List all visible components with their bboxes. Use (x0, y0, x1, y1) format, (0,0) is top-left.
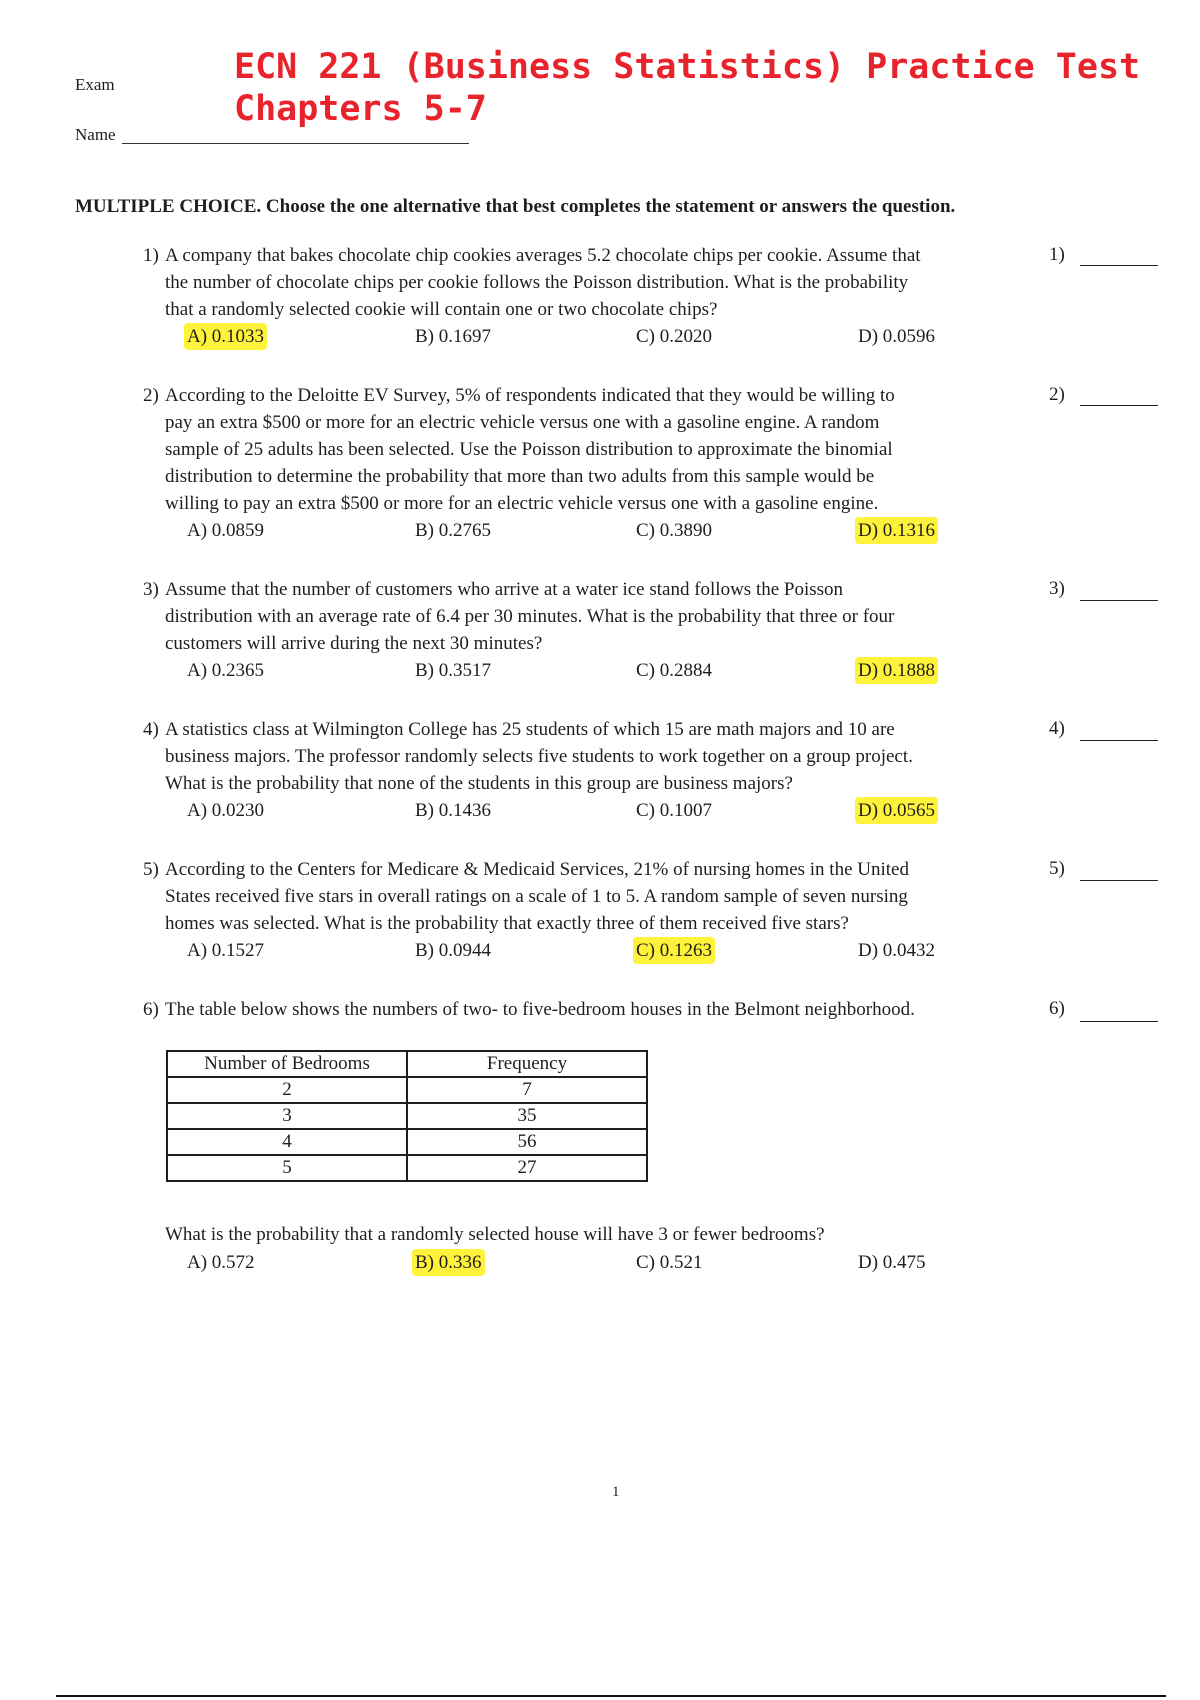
q4-option-a[interactable]: A) 0.0230 (187, 800, 265, 821)
answer-blank-2[interactable] (1080, 405, 1158, 406)
answer-blank-4[interactable] (1080, 740, 1158, 741)
q3-option-b[interactable]: B) 0.3517 (415, 660, 491, 681)
question-4 (143, 716, 913, 797)
q6-option-d[interactable]: D) 0.475 (858, 1252, 926, 1273)
table-row (167, 1103, 647, 1129)
table-header-row (167, 1051, 647, 1077)
answer-blank-1[interactable] (1080, 265, 1158, 266)
question-5-line: States received five stars in overall ratings on a scale of 1 to 5. A random sample of seven nursing (165, 886, 908, 907)
q3-option-d[interactable]: D) 0.1888 (855, 657, 938, 684)
q3-option-c[interactable]: C) 0.2884 (636, 660, 712, 681)
q1-option-b[interactable]: B) 0.1697 (415, 326, 491, 347)
question-4-line: What is the probability that none of the students in this group are business majors? (165, 773, 793, 794)
q5-option-d[interactable]: D) 0.0432 (858, 940, 936, 961)
question-4-line: business majors. The professor randomly selects five students to work together on a group project. (165, 746, 913, 767)
title-line-2: Chapters 5-7 (234, 89, 487, 129)
question-6 (143, 996, 915, 1023)
q6-option-b[interactable]: B) 0.336 (412, 1249, 485, 1276)
table-row (167, 1077, 647, 1103)
question-3 (143, 576, 894, 657)
question-6-line: The table below shows the numbers of two- to five-bedroom houses in the Belmont neighborhood. (165, 999, 915, 1020)
answer-number-2: 2) (1049, 384, 1065, 405)
title-line-1: ECN 221 (Business Statistics) Practice Test (234, 47, 1141, 87)
question-2-line: According to the Deloitte EV Survey, 5% of respondents indicated that they would be willing to (165, 385, 895, 406)
table-cell: 56 (407, 1129, 647, 1155)
question-2-number: 2) (143, 385, 159, 406)
bottom-divider (56, 1695, 1166, 1697)
question-1-number: 1) (143, 245, 159, 266)
question-3-line: Assume that the number of customers who arrive at a water ice stand follows the Poisson (165, 579, 844, 600)
q2-option-a[interactable]: A) 0.0859 (187, 520, 265, 541)
bedrooms-frequency-table (166, 1050, 648, 1182)
question-5-line: homes was selected. What is the probability that exactly three of them received five stars? (165, 913, 849, 934)
question-5 (143, 856, 909, 937)
table-row (167, 1155, 647, 1181)
column-header-frequency: Frequency (407, 1051, 647, 1077)
question-6-follow-up: What is the probability that a randomly selected house will have 3 or fewer bedrooms? (165, 1224, 825, 1245)
answer-number-1: 1) (1049, 244, 1065, 265)
question-4-number: 4) (143, 719, 159, 740)
question-1 (143, 242, 921, 323)
q2-option-c[interactable]: C) 0.3890 (636, 520, 712, 541)
table-cell: 4 (167, 1129, 407, 1155)
question-3-line: distribution with an average rate of 6.4 per 30 minutes. What is the probability that three or four (165, 606, 895, 627)
q4-option-d[interactable]: D) 0.0565 (855, 797, 938, 824)
question-2-line: distribution to determine the probability that more than two adults from this sample would be (165, 466, 875, 487)
exam-label: Exam (75, 75, 115, 94)
table-cell: 2 (167, 1077, 407, 1103)
answer-blank-5[interactable] (1080, 880, 1158, 881)
question-3-line: customers will arrive during the next 30 minutes? (165, 633, 543, 654)
q6-option-c[interactable]: C) 0.521 (636, 1252, 703, 1273)
answer-number-5: 5) (1049, 858, 1065, 879)
q5-option-c[interactable]: C) 0.1263 (633, 937, 715, 964)
question-3-number: 3) (143, 579, 159, 600)
question-4-line: A statistics class at Wilmington College has 25 students of which 15 are math majors and 10 are (165, 719, 895, 740)
column-header-bedrooms: Number of Bedrooms (167, 1051, 407, 1077)
question-2-line: pay an extra $500 or more for an electric vehicle versus one with a gasoline engine. A random (165, 412, 880, 433)
question-2-line: sample of 25 adults has been selected. Use the Poisson distribution to approximate the binomial (165, 439, 893, 460)
q4-option-c[interactable]: C) 0.1007 (636, 800, 712, 821)
question-1-line: A company that bakes chocolate chip cookies averages 5.2 chocolate chips per cookie. Assume that (165, 245, 921, 266)
q5-option-b[interactable]: B) 0.0944 (415, 940, 491, 961)
question-5-number: 5) (143, 859, 159, 880)
question-5-line: According to the Centers for Medicare & Medicaid Services, 21% of nursing homes in the United (165, 859, 909, 880)
page-number: 1 (612, 1484, 620, 1500)
q2-option-d[interactable]: D) 0.1316 (855, 517, 938, 544)
question-6-number: 6) (143, 999, 159, 1020)
table-cell: 7 (407, 1077, 647, 1103)
q5-option-a[interactable]: A) 0.1527 (187, 940, 265, 961)
page-title (234, 46, 1140, 130)
q3-option-a[interactable]: A) 0.2365 (187, 660, 265, 681)
table-row (167, 1129, 647, 1155)
q1-option-d[interactable]: D) 0.0596 (858, 326, 936, 347)
question-1-line: the number of chocolate chips per cookie follows the Poisson distribution. What is the probability (165, 272, 909, 293)
q1-option-c[interactable]: C) 0.2020 (636, 326, 712, 347)
question-1-line: that a randomly selected cookie will contain one or two chocolate chips? (165, 299, 718, 320)
answer-blank-6[interactable] (1080, 1021, 1158, 1022)
table-cell: 5 (167, 1155, 407, 1181)
answer-number-4: 4) (1049, 718, 1065, 739)
q4-option-b[interactable]: B) 0.1436 (415, 800, 491, 821)
table-cell: 3 (167, 1103, 407, 1129)
question-2-line: willing to pay an extra $500 or more for an electric vehicle versus one with a gasoline engine. (165, 493, 879, 514)
answer-blank-3[interactable] (1080, 600, 1158, 601)
name-field-line[interactable] (122, 143, 469, 144)
q6-option-a[interactable]: A) 0.572 (187, 1252, 255, 1273)
name-label: Name (75, 125, 116, 144)
answer-number-6: 6) (1049, 998, 1065, 1019)
table-cell: 35 (407, 1103, 647, 1129)
table-cell: 27 (407, 1155, 647, 1181)
question-2 (143, 382, 895, 517)
instructions: MULTIPLE CHOICE. Choose the one alternative that best completes the statement or answers the question. (75, 196, 956, 217)
answer-number-3: 3) (1049, 578, 1065, 599)
q1-option-a[interactable]: A) 0.1033 (184, 323, 267, 350)
q2-option-b[interactable]: B) 0.2765 (415, 520, 491, 541)
